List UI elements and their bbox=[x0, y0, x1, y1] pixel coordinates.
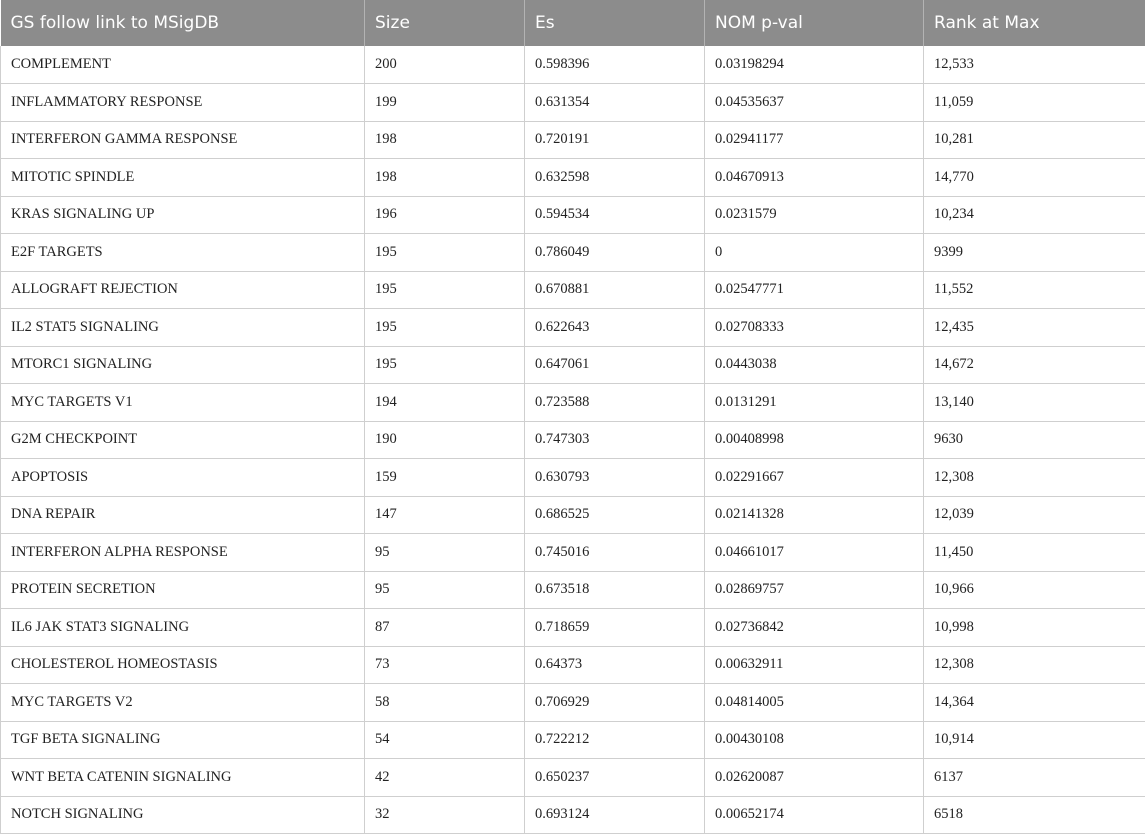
table-row bbox=[1, 646, 1145, 684]
cell-nom-p-val: 0.02941177 bbox=[705, 121, 924, 159]
cell-size: 159 bbox=[365, 459, 525, 497]
cell-size: 95 bbox=[365, 534, 525, 572]
cell-gene-set: MYC TARGETS V1 bbox=[1, 384, 365, 422]
cell-nom-p-val: 0.00408998 bbox=[705, 421, 924, 459]
cell-rank-at-max: 12,533 bbox=[924, 46, 1145, 84]
cell-gene-set: APOPTOSIS bbox=[1, 459, 365, 497]
header-nom-p-val: NOM p-val bbox=[705, 0, 924, 46]
cell-size: 195 bbox=[365, 309, 525, 347]
table-row bbox=[1, 534, 1145, 572]
cell-size: 198 bbox=[365, 121, 525, 159]
cell-rank-at-max: 9399 bbox=[924, 234, 1145, 272]
cell-nom-p-val: 0.0231579 bbox=[705, 196, 924, 234]
cell-size: 42 bbox=[365, 759, 525, 797]
cell-es: 0.632598 bbox=[525, 159, 705, 197]
cell-size: 95 bbox=[365, 571, 525, 609]
cell-nom-p-val: 0 bbox=[705, 234, 924, 272]
cell-nom-p-val: 0.00632911 bbox=[705, 646, 924, 684]
cell-size: 32 bbox=[365, 796, 525, 834]
cell-es: 0.594534 bbox=[525, 196, 705, 234]
cell-rank-at-max: 12,435 bbox=[924, 309, 1145, 347]
cell-nom-p-val: 0.00430108 bbox=[705, 721, 924, 759]
cell-es: 0.647061 bbox=[525, 346, 705, 384]
table-row bbox=[1, 684, 1145, 722]
cell-rank-at-max: 12,039 bbox=[924, 496, 1145, 534]
cell-nom-p-val: 0.02291667 bbox=[705, 459, 924, 497]
cell-es: 0.64373 bbox=[525, 646, 705, 684]
cell-es: 0.786049 bbox=[525, 234, 705, 272]
cell-gene-set: IL6 JAK STAT3 SIGNALING bbox=[1, 609, 365, 647]
table-row bbox=[1, 721, 1145, 759]
table-row bbox=[1, 271, 1145, 309]
cell-rank-at-max: 6518 bbox=[924, 796, 1145, 834]
cell-size: 196 bbox=[365, 196, 525, 234]
table-row bbox=[1, 796, 1145, 834]
cell-gene-set: ALLOGRAFT REJECTION bbox=[1, 271, 365, 309]
cell-es: 0.723588 bbox=[525, 384, 705, 422]
cell-rank-at-max: 10,966 bbox=[924, 571, 1145, 609]
cell-rank-at-max: 14,770 bbox=[924, 159, 1145, 197]
table-row bbox=[1, 421, 1145, 459]
table-row bbox=[1, 459, 1145, 497]
table-row bbox=[1, 384, 1145, 422]
table-row bbox=[1, 159, 1145, 197]
cell-gene-set: G2M CHECKPOINT bbox=[1, 421, 365, 459]
table-row bbox=[1, 196, 1145, 234]
cell-size: 147 bbox=[365, 496, 525, 534]
cell-es: 0.650237 bbox=[525, 759, 705, 797]
table-row bbox=[1, 234, 1145, 272]
cell-gene-set: PROTEIN SECRETION bbox=[1, 571, 365, 609]
cell-rank-at-max: 12,308 bbox=[924, 646, 1145, 684]
table-row bbox=[1, 84, 1145, 122]
cell-size: 194 bbox=[365, 384, 525, 422]
cell-nom-p-val: 0.02869757 bbox=[705, 571, 924, 609]
cell-rank-at-max: 10,998 bbox=[924, 609, 1145, 647]
cell-gene-set: NOTCH SIGNALING bbox=[1, 796, 365, 834]
table-row bbox=[1, 571, 1145, 609]
cell-nom-p-val: 0.0443038 bbox=[705, 346, 924, 384]
cell-es: 0.598396 bbox=[525, 46, 705, 84]
cell-es: 0.720191 bbox=[525, 121, 705, 159]
table-row bbox=[1, 609, 1145, 647]
cell-rank-at-max: 11,450 bbox=[924, 534, 1145, 572]
table-row bbox=[1, 496, 1145, 534]
cell-nom-p-val: 0.02547771 bbox=[705, 271, 924, 309]
cell-nom-p-val: 0.04814005 bbox=[705, 684, 924, 722]
cell-es: 0.630793 bbox=[525, 459, 705, 497]
header-row bbox=[1, 0, 1145, 46]
cell-nom-p-val: 0.02620087 bbox=[705, 759, 924, 797]
cell-gene-set: COMPLEMENT bbox=[1, 46, 365, 84]
table-row bbox=[1, 46, 1145, 84]
cell-rank-at-max: 11,552 bbox=[924, 271, 1145, 309]
cell-es: 0.670881 bbox=[525, 271, 705, 309]
table-row bbox=[1, 759, 1145, 797]
cell-nom-p-val: 0.04535637 bbox=[705, 84, 924, 122]
cell-gene-set: INFLAMMATORY RESPONSE bbox=[1, 84, 365, 122]
cell-es: 0.722212 bbox=[525, 721, 705, 759]
cell-nom-p-val: 0.02141328 bbox=[705, 496, 924, 534]
cell-es: 0.693124 bbox=[525, 796, 705, 834]
cell-es: 0.745016 bbox=[525, 534, 705, 572]
cell-rank-at-max: 14,364 bbox=[924, 684, 1145, 722]
cell-nom-p-val: 0.03198294 bbox=[705, 46, 924, 84]
cell-size: 195 bbox=[365, 234, 525, 272]
cell-size: 190 bbox=[365, 421, 525, 459]
cell-gene-set: CHOLESTEROL HOMEOSTASIS bbox=[1, 646, 365, 684]
header-size: Size bbox=[365, 0, 525, 46]
cell-rank-at-max: 12,308 bbox=[924, 459, 1145, 497]
cell-nom-p-val: 0.04670913 bbox=[705, 159, 924, 197]
cell-rank-at-max: 13,140 bbox=[924, 384, 1145, 422]
cell-gene-set: IL2 STAT5 SIGNALING bbox=[1, 309, 365, 347]
cell-size: 73 bbox=[365, 646, 525, 684]
cell-nom-p-val: 0.04661017 bbox=[705, 534, 924, 572]
cell-es: 0.673518 bbox=[525, 571, 705, 609]
cell-nom-p-val: 0.00652174 bbox=[705, 796, 924, 834]
cell-size: 54 bbox=[365, 721, 525, 759]
cell-size: 87 bbox=[365, 609, 525, 647]
cell-nom-p-val: 0.02736842 bbox=[705, 609, 924, 647]
cell-nom-p-val: 0.02708333 bbox=[705, 309, 924, 347]
cell-size: 198 bbox=[365, 159, 525, 197]
cell-es: 0.747303 bbox=[525, 421, 705, 459]
cell-rank-at-max: 10,234 bbox=[924, 196, 1145, 234]
cell-size: 195 bbox=[365, 346, 525, 384]
cell-gene-set: E2F TARGETS bbox=[1, 234, 365, 272]
cell-rank-at-max: 10,914 bbox=[924, 721, 1145, 759]
cell-rank-at-max: 9630 bbox=[924, 421, 1145, 459]
table-body bbox=[1, 46, 1145, 834]
cell-rank-at-max: 14,672 bbox=[924, 346, 1145, 384]
cell-nom-p-val: 0.0131291 bbox=[705, 384, 924, 422]
cell-es: 0.686525 bbox=[525, 496, 705, 534]
cell-size: 195 bbox=[365, 271, 525, 309]
cell-gene-set: DNA REPAIR bbox=[1, 496, 365, 534]
cell-size: 200 bbox=[365, 46, 525, 84]
cell-rank-at-max: 11,059 bbox=[924, 84, 1145, 122]
table-row bbox=[1, 346, 1145, 384]
header-es: Es bbox=[525, 0, 705, 46]
cell-gene-set: MYC TARGETS V2 bbox=[1, 684, 365, 722]
cell-es: 0.631354 bbox=[525, 84, 705, 122]
cell-rank-at-max: 10,281 bbox=[924, 121, 1145, 159]
cell-gene-set: INTERFERON GAMMA RESPONSE bbox=[1, 121, 365, 159]
cell-gene-set: MITOTIC SPINDLE bbox=[1, 159, 365, 197]
table-row bbox=[1, 121, 1145, 159]
header-rank-at-max: Rank at Max bbox=[924, 0, 1145, 46]
cell-size: 199 bbox=[365, 84, 525, 122]
header-gene-set: GS follow link to MSigDB bbox=[1, 0, 365, 46]
cell-gene-set: WNT BETA CATENIN SIGNALING bbox=[1, 759, 365, 797]
cell-es: 0.706929 bbox=[525, 684, 705, 722]
cell-es: 0.718659 bbox=[525, 609, 705, 647]
cell-es: 0.622643 bbox=[525, 309, 705, 347]
cell-rank-at-max: 6137 bbox=[924, 759, 1145, 797]
cell-gene-set: MTORC1 SIGNALING bbox=[1, 346, 365, 384]
table-header bbox=[1, 0, 1145, 46]
table-row bbox=[1, 309, 1145, 347]
cell-gene-set: INTERFERON ALPHA RESPONSE bbox=[1, 534, 365, 572]
cell-gene-set: KRAS SIGNALING UP bbox=[1, 196, 365, 234]
cell-gene-set: TGF BETA SIGNALING bbox=[1, 721, 365, 759]
cell-size: 58 bbox=[365, 684, 525, 722]
